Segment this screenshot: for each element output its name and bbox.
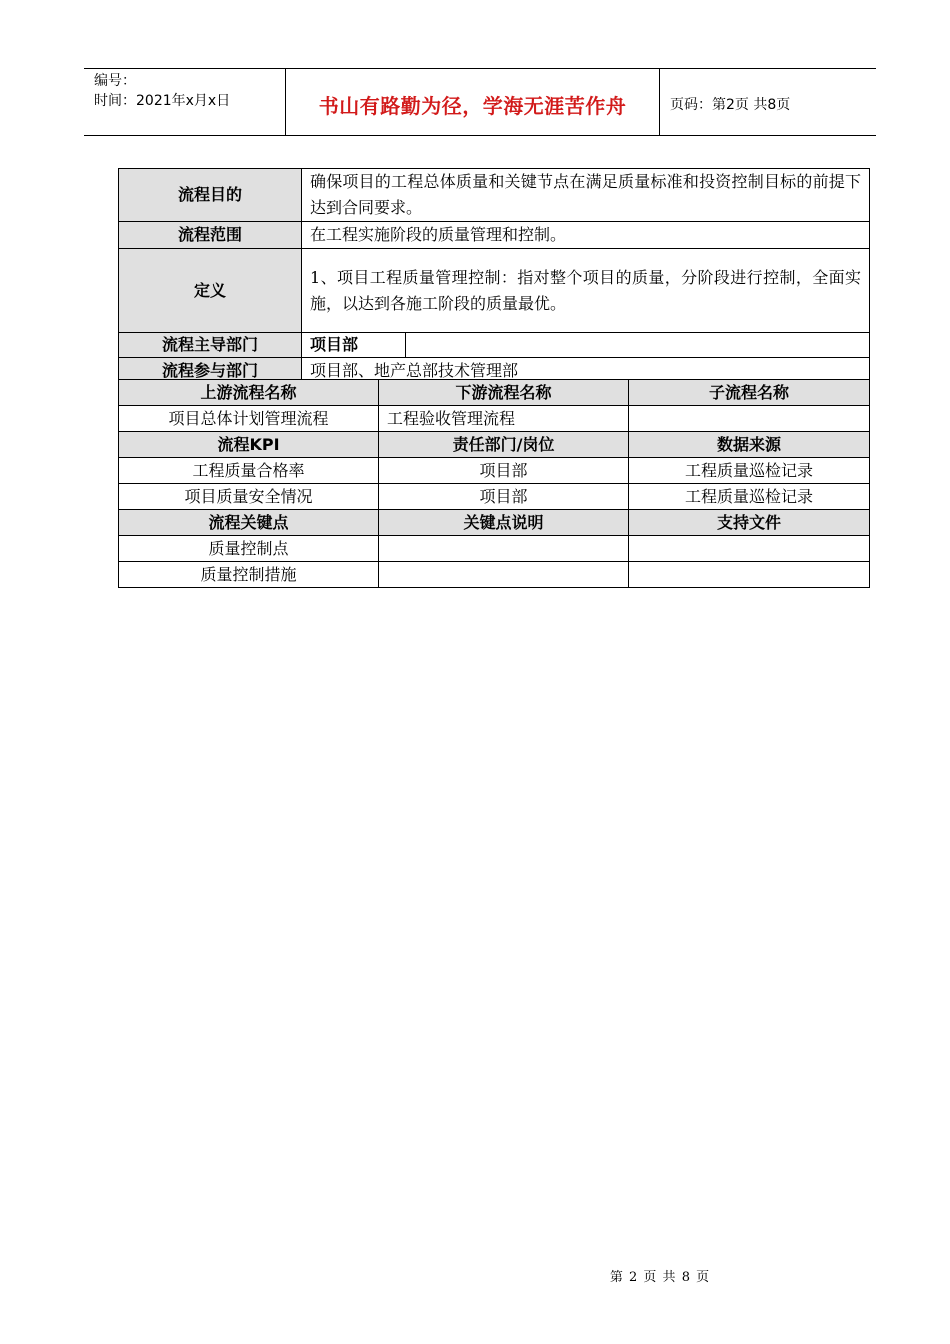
kpi-header-row <box>119 432 870 458</box>
participant-value: 项目部、地产总部技术管理部 <box>302 358 870 385</box>
kpi-row <box>119 484 870 510</box>
lead-dept-row <box>119 333 870 358</box>
key-point-name: 质量控制点 <box>119 536 379 562</box>
support-doc <box>629 536 870 562</box>
support-doc-header: 支持文件 <box>629 510 870 536</box>
lead-dept-value: 项目部 <box>302 333 406 358</box>
key-point-desc-header: 关键点说明 <box>379 510 629 536</box>
kpi-dept: 项目部 <box>379 484 629 510</box>
scope-label: 流程范围 <box>119 222 302 249</box>
responsible-dept-header: 责任部门/岗位 <box>379 432 629 458</box>
downstream-flow-name: 工程验收管理流程 <box>379 406 629 432</box>
flows-row <box>119 406 870 432</box>
key-point-desc <box>379 536 629 562</box>
process-info-table <box>118 168 870 385</box>
definition-row <box>119 249 870 333</box>
definition-label: 定义 <box>119 249 302 333</box>
kpi-dept: 项目部 <box>379 458 629 484</box>
upstream-flow-name: 项目总体计划管理流程 <box>119 406 379 432</box>
key-point-desc <box>379 562 629 588</box>
flows-header-row <box>119 380 870 406</box>
kpi-source: 工程质量巡检记录 <box>629 484 870 510</box>
kpi-name: 项目质量安全情况 <box>119 484 379 510</box>
key-point-header: 流程关键点 <box>119 510 379 536</box>
key-points-header-row <box>119 510 870 536</box>
key-point-name: 质量控制措施 <box>119 562 379 588</box>
kpi-name: 工程质量合格率 <box>119 458 379 484</box>
support-doc <box>629 562 870 588</box>
lead-dept-blank <box>406 333 870 358</box>
process-detail-table <box>118 379 870 588</box>
downstream-flow-header: 下游流程名称 <box>379 380 629 406</box>
key-point-row <box>119 536 870 562</box>
purpose-value: 确保项目的工程总体质量和关键节点在满足质量标准和投资控制目标的前提下达到合同要求。 <box>302 169 870 222</box>
header-slogan: 书山有路勤为径，学海无涯苦作舟 <box>286 69 660 135</box>
sub-flow-header: 子流程名称 <box>629 380 870 406</box>
header-meta <box>84 69 286 135</box>
purpose-label: 流程目的 <box>119 169 302 222</box>
kpi-row <box>119 458 870 484</box>
purpose-row <box>119 169 870 222</box>
upstream-flow-header: 上游流程名称 <box>119 380 379 406</box>
document-date: 时间：2021年x月x日 <box>94 93 231 109</box>
document-number-label: 编号： <box>94 73 136 89</box>
definition-value: 1、项目工程质量管理控制：指对整个项目的质量，分阶段进行控制，全面实施，以达到各施工阶段的质量最优。 <box>302 249 870 333</box>
page-header <box>84 68 876 136</box>
kpi-header: 流程KPI <box>119 432 379 458</box>
participant-label: 流程参与部门 <box>119 358 302 385</box>
scope-value: 在工程实施阶段的质量管理和控制。 <box>302 222 870 249</box>
data-source-header: 数据来源 <box>629 432 870 458</box>
sub-flow-name <box>629 406 870 432</box>
lead-dept-label: 流程主导部门 <box>119 333 302 358</box>
page-footer: 第 2 页 共 8 页 <box>609 1270 711 1285</box>
key-point-row <box>119 562 870 588</box>
scope-row <box>119 222 870 249</box>
header-page-info: 页码：第2页 共8页 <box>670 97 791 113</box>
kpi-source: 工程质量巡检记录 <box>629 458 870 484</box>
